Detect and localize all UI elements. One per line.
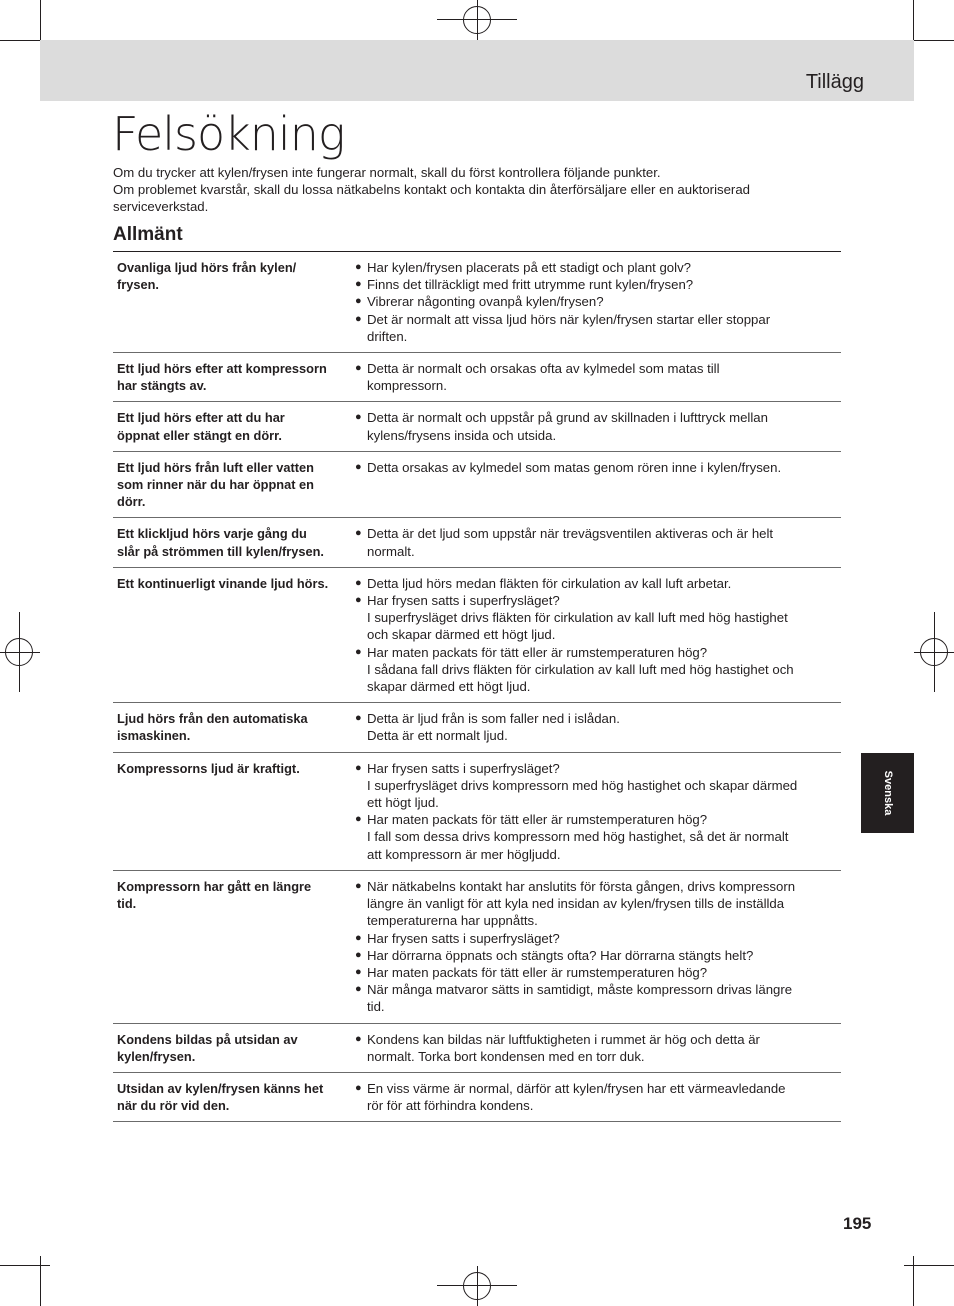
list-item-text: Detta är det ljud som uppstår när trevägsventilen aktiveras och är helt normalt. — [367, 526, 774, 559]
problem-cell: Ett ljud hörs från luft eller vatten som rinner när du har öppnat en dörr. — [117, 459, 314, 510]
problem-cell: Ovanliga ljud hörs från kylen/ frysen. — [117, 260, 297, 293]
list-item-text: Finns det tillräckligt med fritt utrymme runt kylen/frysen? — [367, 277, 694, 293]
bullet-icon: ● — [355, 278, 362, 291]
list-item-text: Har kylen/frysen placerats på ett stadigt och plant golv? — [367, 260, 692, 275]
list-item-text: Detta är ljud från is som faller ned i islådan. Detta är ett normalt ljud. — [367, 711, 620, 744]
list-item — [355, 710, 841, 744]
list-item — [355, 1080, 841, 1114]
section-heading: Allmänt — [113, 224, 183, 245]
bullet-icon: ● — [355, 1032, 362, 1045]
intro-paragraph: Om du trycker att kylen/frysen inte fungerar normalt, skall du först kontrollera följande punkter. — [113, 165, 661, 180]
header-band — [40, 40, 914, 101]
table-row — [113, 402, 841, 451]
solution-cell — [355, 409, 841, 443]
list-item — [355, 592, 841, 644]
section-label: Tillägg — [805, 71, 864, 93]
language-tab — [861, 753, 914, 833]
solution-cell — [355, 878, 841, 1016]
list-item-text: Kondens kan bildas när luftfuktigheten i rummet är hög och detta är normalt. Torka bort kondensen med en torr duk. — [367, 1031, 760, 1064]
table-row — [113, 568, 841, 703]
intro-paragraph: Om problemet kvarstår, skall du lossa nätkabelns kontakt och kontakta din återförsäljare eller en auktoriserad serviceverkstad. — [113, 182, 750, 215]
list-item-text: Har maten packats för tätt eller är rumstemperaturen hög? I fall som dessa drivs kompressorn med hög hastighet, så det är normalt att kompressorn är mer högljudd. — [367, 812, 789, 862]
bullet-icon: ● — [355, 460, 362, 473]
problem-cell: Ett ljud hörs efter att du har öppnat eller stängt en dörr. — [117, 410, 285, 443]
list-item-text: Vibrerar någonting ovanpå kylen/frysen? — [367, 294, 604, 310]
list-item-text: Har dörrarna öppnats och stängts ofta? Har dörrarna stängts helt? — [367, 947, 754, 963]
bullet-icon: ● — [355, 594, 362, 607]
bullet-icon: ● — [355, 312, 362, 325]
list-item-text: När många matvaror sätts in samtidigt, måste kompressorn drivas längre tid. — [367, 982, 793, 1015]
list-item-text: Har maten packats för tätt eller är rumstemperaturen hög? I sådana fall drivs fläkten för cirkulation av kall luft med hög hastighet och skapar därmed ett högt ljud. — [367, 644, 794, 695]
bullet-icon: ● — [355, 813, 362, 826]
bullet-icon: ● — [355, 931, 362, 944]
bullet-icon: ● — [355, 527, 362, 540]
bullet-icon: ● — [355, 965, 362, 978]
list-item — [355, 644, 841, 696]
list-item-text: Detta är normalt och orsakas ofta av kylmedel som matas till kompressorn. — [367, 361, 720, 394]
bullet-icon: ● — [355, 712, 362, 725]
solution-cell — [355, 360, 841, 394]
list-item — [355, 878, 841, 930]
solution-cell — [355, 459, 841, 511]
solution-cell — [355, 525, 841, 559]
solution-cell — [355, 575, 841, 695]
table-row — [113, 1073, 841, 1122]
list-item — [355, 525, 841, 559]
list-item-text: Det är normalt att vissa ljud hörs när kylen/frysen startar eller stoppar driften. — [367, 311, 771, 344]
bullet-icon: ● — [355, 1081, 362, 1094]
bullet-icon: ● — [355, 295, 362, 308]
bullet-icon: ● — [355, 879, 362, 892]
list-item-text: Har frysen satts i superfrysläget? I superfrysläget drivs kompressorn med hög hastighet och skapar därmed ett högt ljud. — [367, 760, 798, 811]
table-row — [113, 353, 841, 402]
table-row — [113, 518, 841, 567]
list-item — [355, 947, 841, 964]
solution-cell — [355, 760, 841, 863]
page-title: Felsökning — [112, 107, 345, 161]
table-row — [113, 252, 841, 353]
solution-cell — [355, 1080, 841, 1114]
list-item-text: Detta är normalt och uppstår på grund av skillnaden i lufttryck mellan kylens/frysens insida och utsida. — [367, 410, 768, 443]
list-item — [355, 276, 841, 293]
list-item-text: Detta orsakas av kylmedel som matas genom rören inne i kylen/frysen. — [367, 459, 782, 475]
language-tab-label: Svenska — [881, 770, 894, 816]
list-item — [355, 964, 841, 981]
list-item — [355, 409, 841, 443]
list-item — [355, 360, 841, 394]
list-item-text: Har frysen satts i superfrysläget? I superfrysläget drivs fläkten för cirkulation av kall luft med hög hastighet och skapar därmed ett högt ljud. — [367, 593, 788, 643]
list-item-text: Har maten packats för tätt eller är rumstemperaturen hög? — [367, 964, 708, 980]
problem-cell: Ett klickljud hörs varje gång du slår på strömmen till kylen/frysen. — [117, 526, 324, 559]
problem-cell: Ett kontinuerligt vinande ljud hörs. — [117, 575, 329, 591]
table-row — [113, 452, 841, 519]
list-item — [355, 811, 841, 863]
problem-cell: Kompressorns ljud är kraftigt. — [117, 760, 300, 776]
list-item — [355, 981, 841, 1015]
table-row — [113, 871, 841, 1024]
bullet-icon: ● — [355, 645, 362, 658]
bullet-icon: ● — [355, 761, 362, 774]
problem-cell: Utsidan av kylen/frysen känns het när du rör vid den. — [117, 1080, 324, 1114]
bullet-icon: ● — [355, 576, 362, 589]
problem-cell: Kondens bildas på utsidan av kylen/frysen. — [117, 1031, 298, 1064]
list-item — [355, 259, 841, 276]
problem-cell: Kompressorn har gått en längre tid. — [117, 878, 312, 912]
list-item — [355, 760, 841, 812]
list-item — [355, 311, 841, 345]
table-row — [113, 703, 841, 752]
list-item-text: När nätkabelns kontakt har anslutits för första gången, drivs kompressorn längre än vanligt för att kyla ned insidan av kylen/frysen tills de inställda temperaturerna har uppnåtts. — [367, 878, 796, 929]
troubleshooting-table — [113, 251, 841, 1122]
page-number: 195 — [843, 1214, 872, 1233]
bullet-icon: ● — [355, 362, 362, 375]
bullet-icon: ● — [355, 983, 362, 996]
list-item — [355, 293, 841, 310]
problem-cell: Ett ljud hörs efter att kompressorn har stängts av. — [117, 361, 327, 394]
list-item — [355, 575, 841, 592]
solution-cell — [355, 710, 841, 744]
problem-cell: Ljud hörs från den automatiska ismaskinen. — [117, 711, 308, 744]
list-item-text: En viss värme är normal, därför att kylen/frysen har ett värmeavledande rör för att förhindra kondens. — [367, 1080, 786, 1114]
solution-cell — [355, 1031, 841, 1065]
list-item-text: Har frysen satts i superfrysläget? — [367, 930, 560, 946]
list-item — [355, 930, 841, 947]
bullet-icon: ● — [355, 261, 362, 273]
list-item — [355, 1031, 841, 1065]
list-item-text: Detta ljud hörs medan fläkten för cirkulation av kall luft arbetar. — [367, 575, 732, 591]
bullet-icon: ● — [355, 948, 362, 961]
table-row — [113, 1024, 841, 1073]
bullet-icon: ● — [355, 411, 362, 424]
intro-text — [113, 164, 833, 216]
list-item — [355, 459, 841, 476]
solution-cell — [355, 259, 841, 345]
table-row — [113, 753, 841, 871]
